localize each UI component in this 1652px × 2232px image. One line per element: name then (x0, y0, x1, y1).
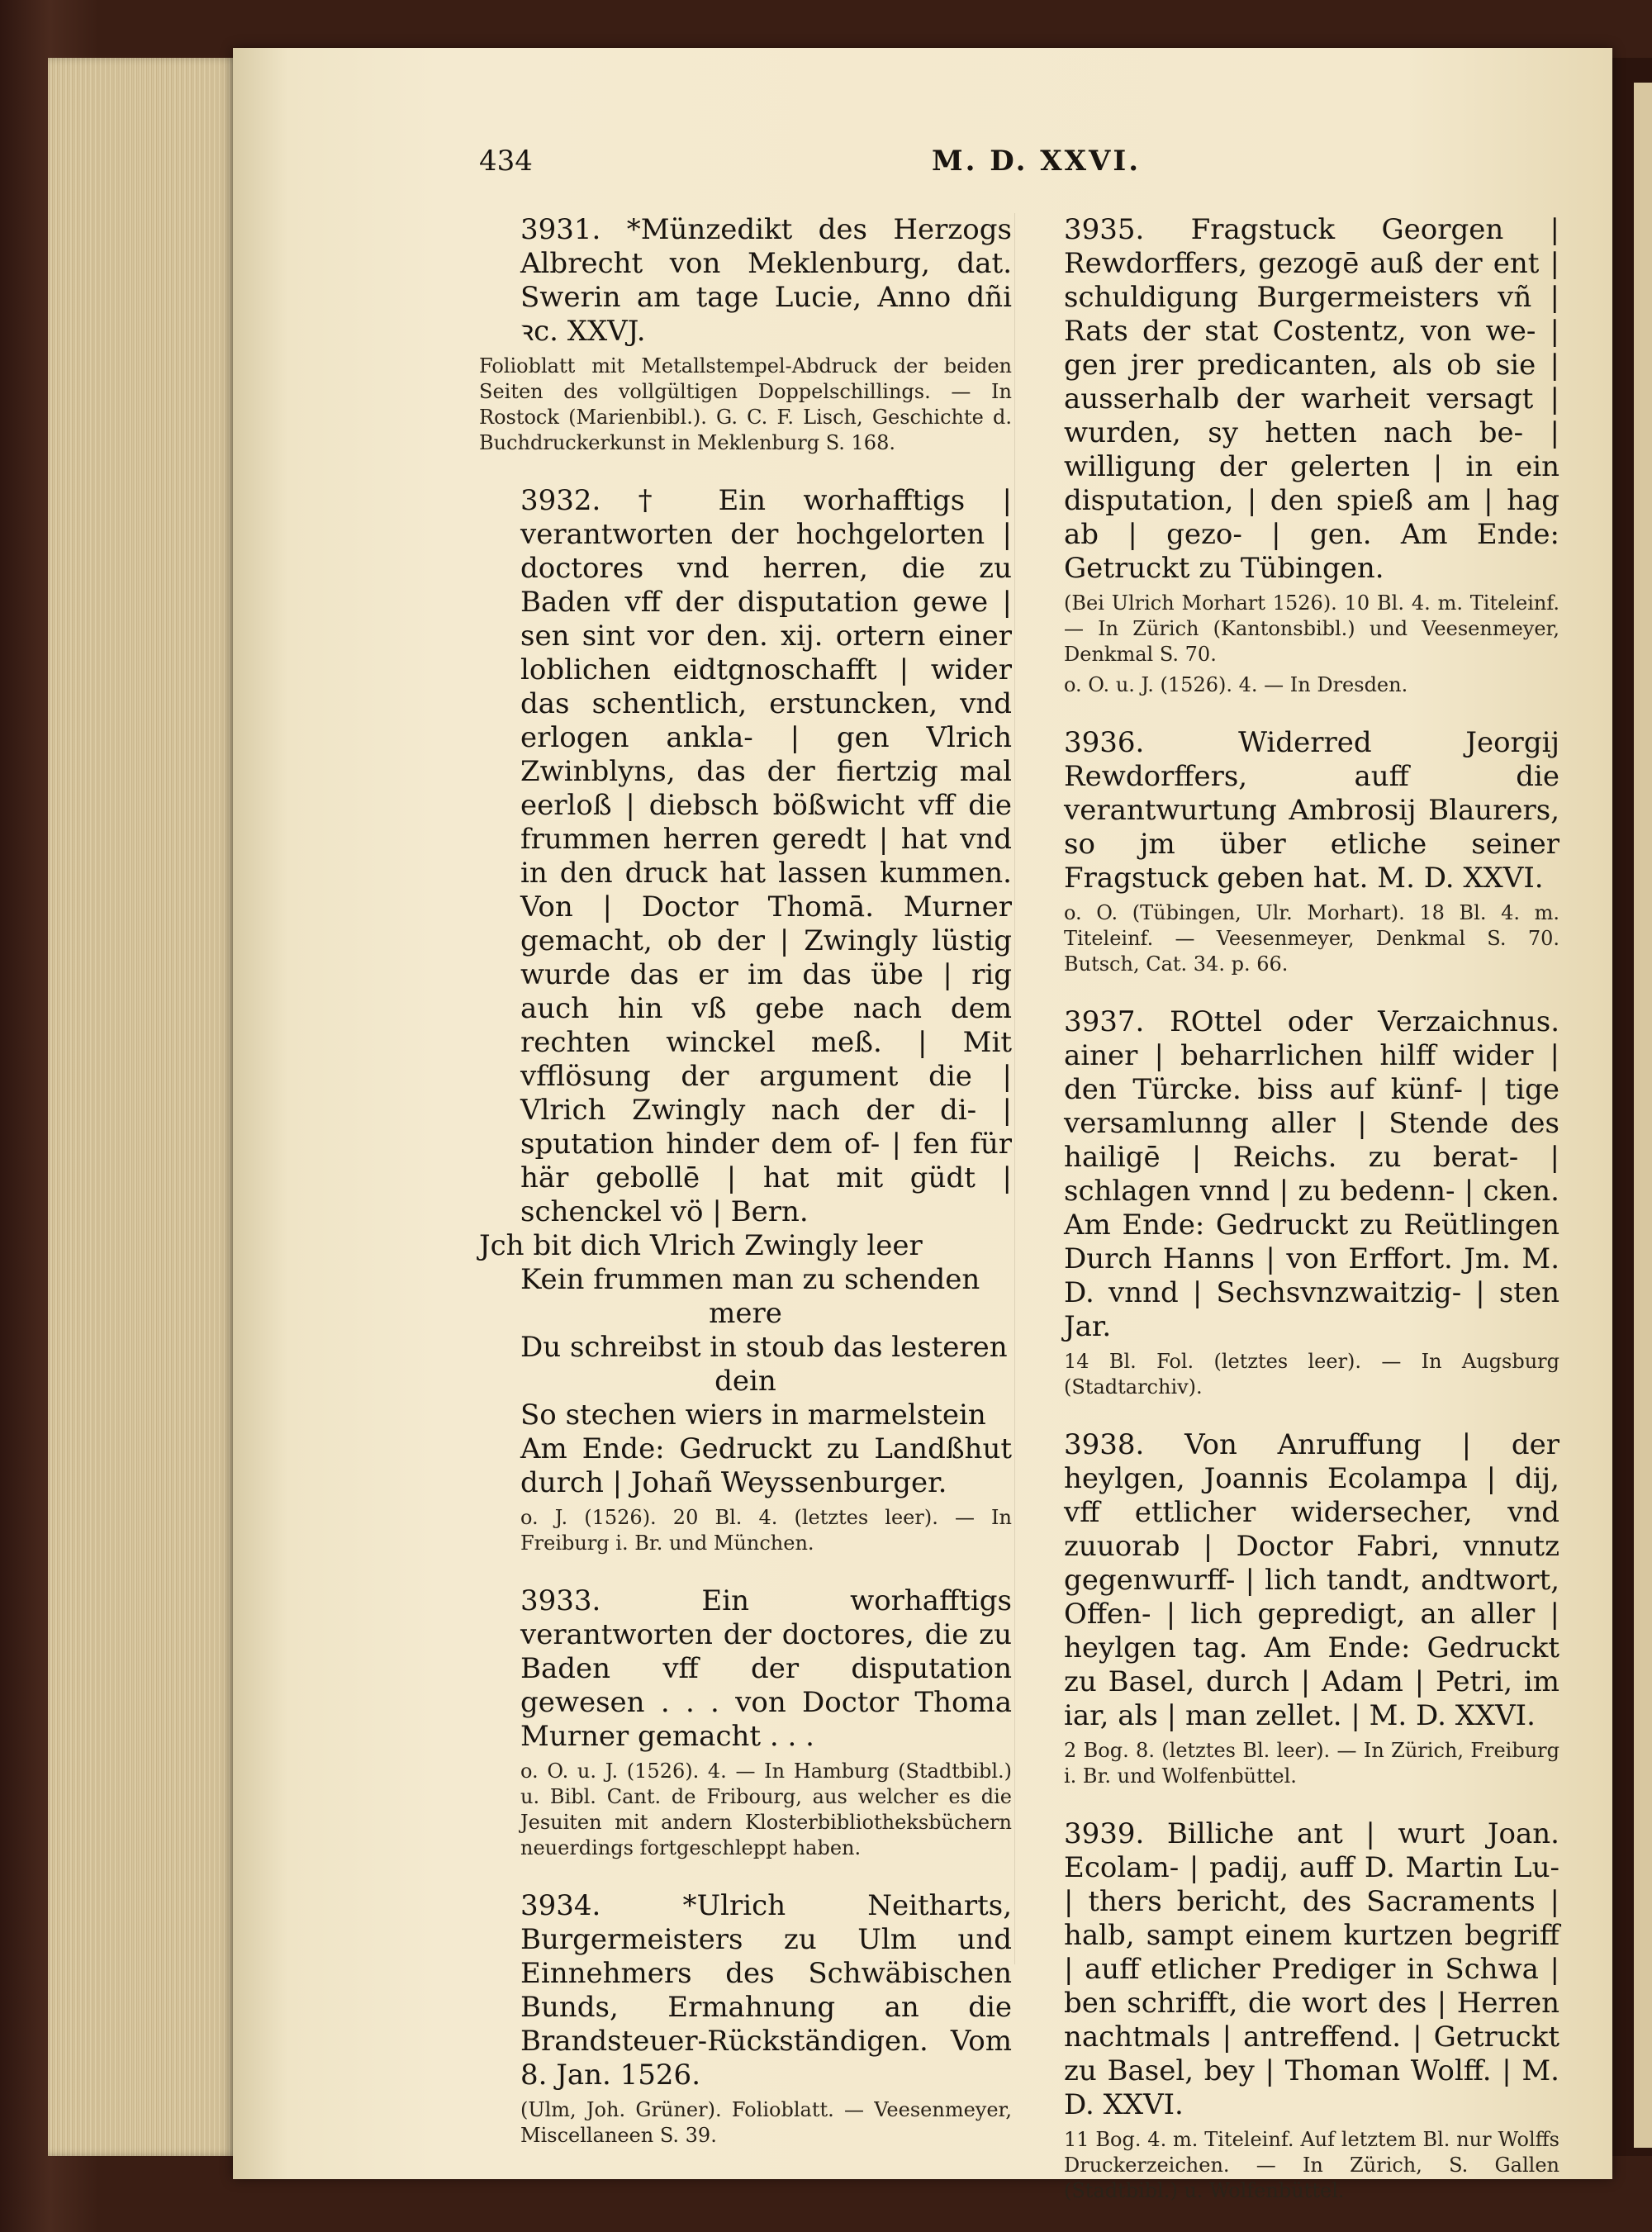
entry-3932-note: o. J. (1526). 20 Bl. 4. (letztes leer). — In Freiburg i. Br. und München. (520, 1506, 1012, 1555)
left-column (479, 213, 1012, 2177)
running-head: M. D. XXVI. (932, 145, 1142, 178)
entry-3934-note: (Ulm, Joh. Grüner). Folioblatt. — Veesenmeyer, Miscellaneen S. 39. (520, 2098, 1012, 2147)
entry-3934 (479, 1889, 1012, 2149)
verse-line: dein (714, 1365, 776, 1398)
entry-3933-text: 3933. Ein worhafftigs verantworten der doctores, die zu Baden vff der disputation gewesen . . . von Doctor Thoma Murner gemacht . . . (520, 1584, 1012, 1753)
entry-3938-text: 3938. Von Anruffung | der heylgen, Joannis Ecolampa | dij, vff ettlicher widersecher, vnd zuuorab | Doctor Fabri, vnnutz gegenwurff- | lich tandt, andtwort, Offen- | lich gepredigt, an aller | heylgen tag. Am Ende: Gedruckt zu Basel, durch | Adam | Petri, im iar, als | man zellet. | M. D. XXVI. (1064, 1428, 1559, 1732)
entry-3932-colophon: Am Ende: Gedruckt zu Landßhut durch | Johañ Weyssenburger. (520, 1432, 1012, 1499)
facing-page-edge (1634, 83, 1652, 2148)
verse-line: Kein frummen man zu schenden (520, 1263, 980, 1296)
entry-3939-note: 11 Bog. 4. m. Titeleinf. Auf letztem Bl. nur Wolffs Druckerzeichen. — In Zürich, S. Gallen (Stadtbibl.) u. Wolfenbüttel. (1064, 2128, 1559, 2202)
verse-line: So stechen wiers in marmelstein (520, 1399, 986, 1432)
right-column (1023, 213, 1559, 2232)
entry-3935-note: (Bei Ulrich Morhart 1526). 10 Bl. 4. m. Titeleinf. — In Zürich (Kantonsbibl.) und Veesenmeyer, Denkmal S. 70. (1064, 591, 1559, 666)
entry-3938 (1023, 1428, 1559, 1789)
entry-3933 (479, 1584, 1012, 1861)
entry-3937-text: 3937. ROttel oder Verzaichnus. ainer | beharrlichen hilff wider | den Türcke. biss auf künf- | tige versamlunng aller | Stende des hailigē | Reichs. zu berat- | schlagen vnnd | zu bedenn- | cken. Am Ende: Gedruckt zu Reütlingen Durch Hanns | von Erffort. Jm. M. D. vnnd | Sechsvnzwaitzig- | sten Jar. (1064, 1005, 1559, 1343)
entry-3939 (1023, 1817, 1559, 2204)
entry-3937 (1023, 1005, 1559, 1400)
entry-3936-note: o. O. (Tübingen, Ulr. Morhart). 18 Bl. 4. m. Titeleinf. — Veesenmeyer, Denkmal S. 70. Butsch, Cat. 34. p. 66. (1064, 901, 1559, 976)
entry-3935-text: 3935. Fragstuck Georgen | Rewdorffers, gezogē auß der ent | schuldigung Burgermeisters vñ | Rats der stat Costentz, von we- | gen jrer predicanten, als ob sie | ausserhalb der warheit versagt | wurden, sy hetten nach be- | willigung der gelerten | in ein disputation, | den spieß am | hag ab | gezo- | gen. Am Ende: Getruckt zu Tübingen. (1064, 213, 1559, 585)
entry-3932-verse (479, 1229, 1012, 1432)
entry-3932 (479, 484, 1012, 1556)
entry-3931-note: Folioblatt mit Metallstempel-Abdruck der beiden Seiten des vollgültigen Doppelschillings. — In Rostock (Marienbibl.). G. C. F. Lisch, Geschichte d. Buchdruckerkunst in Meklenburg S. 168. (479, 354, 1012, 454)
entry-3938-note: 2 Bog. 8. (letztes Bl. leer). — In Zürich, Freiburg i. Br. und Wolfenbüttel. (1064, 1739, 1559, 1788)
entry-3937-note: 14 Bl. Fol. (letztes leer). — In Augsburg (Stadtarchiv). (1064, 1350, 1559, 1399)
verse-line: Jch bit dich Vlrich Zwingly leer (479, 1229, 923, 1262)
entry-3936-text: 3936. Widerred Jeorgij Rewdorffers, auff die verantwurtung Ambrosij Blaurers, so jm über etliche seiner Fragstuck geben hat. M. D. XXVI. (1064, 726, 1559, 895)
page-edges (48, 58, 238, 2156)
verse-line: Du schreibst in stoub das lesteren (520, 1331, 1008, 1364)
entry-3931 (479, 213, 1012, 456)
entry-3935 (1023, 213, 1559, 698)
entry-3939-text: 3939. Billiche ant | wurt Joan. Ecolam- | padij, auff D. Martin Lu- | thers bericht, des Sacraments | halb, sampt einem kurtzen begriff | auff etlicher Prediger in Schwa | ben schrifft, die wort des | Herren nachtmals | antreffend. | Getruckt zu Basel, bey | Thoman Wolff. | M. D. XXVI. (1064, 1817, 1559, 2121)
verse-line: mere (709, 1297, 782, 1330)
column-divider (1014, 213, 1015, 1964)
entry-3931-text: 3931. *Münzedikt des Herzogs Albrecht von Meklenburg, dat. Swerin am tage Lucie, Anno dñi ꝛc. XXVJ. (520, 213, 1012, 348)
page-header (479, 145, 1355, 194)
entry-3932-text: 3932. † Ein worhafftigs | verantworten der hochgelorten | doctores vnd herren, die zu Baden vff der disputation gewe | sen sint vor den. xij. ortern einer loblichen eidtgnoschafft | wider das schentlich, erstuncken, vnd erlogen ankla- | gen Vlrich Zwinblyns, das der fiertzig mal eerloß | diebsch bößwicht vff die frummen herren geredt | hat vnd in den druck hat lassen kummen. Von | Doctor Thomā. Murner gemacht, ob der | Zwingly lüstig wurde das er im das übe | rig auch hin vß gebe nach dem rechten winckel meß. | Mit vfflösung der argument die | Vlrich Zwingly nach der di- | sputation hinder dem of- | fen für här gebollē | hat mit güdt | schenckel vö | Bern. (520, 484, 1012, 1228)
page-number: 434 (479, 145, 533, 178)
entry-3935-note-2: o. O. u. J. (1526). 4. — In Dresden. (1064, 673, 1408, 696)
entry-3933-note: o. O. u. J. (1526). 4. — In Hamburg (Stadtbibl.) u. Bibl. Cant. de Fribourg, aus welcher es die Jesuiten mit andern Klosterbibliotheksbüchern neuerdings fortgeschleppt haben. (520, 1759, 1012, 1859)
entry-3934-text: 3934. *Ulrich Neitharts, Burgermeisters zu Ulm und Einnehmers des Schwäbischen Bunds, Ermahnung an die Brandsteuer-Rückständigen. Vom 8. Jan. 1526. (520, 1889, 1012, 2092)
entry-3936 (1023, 726, 1559, 977)
